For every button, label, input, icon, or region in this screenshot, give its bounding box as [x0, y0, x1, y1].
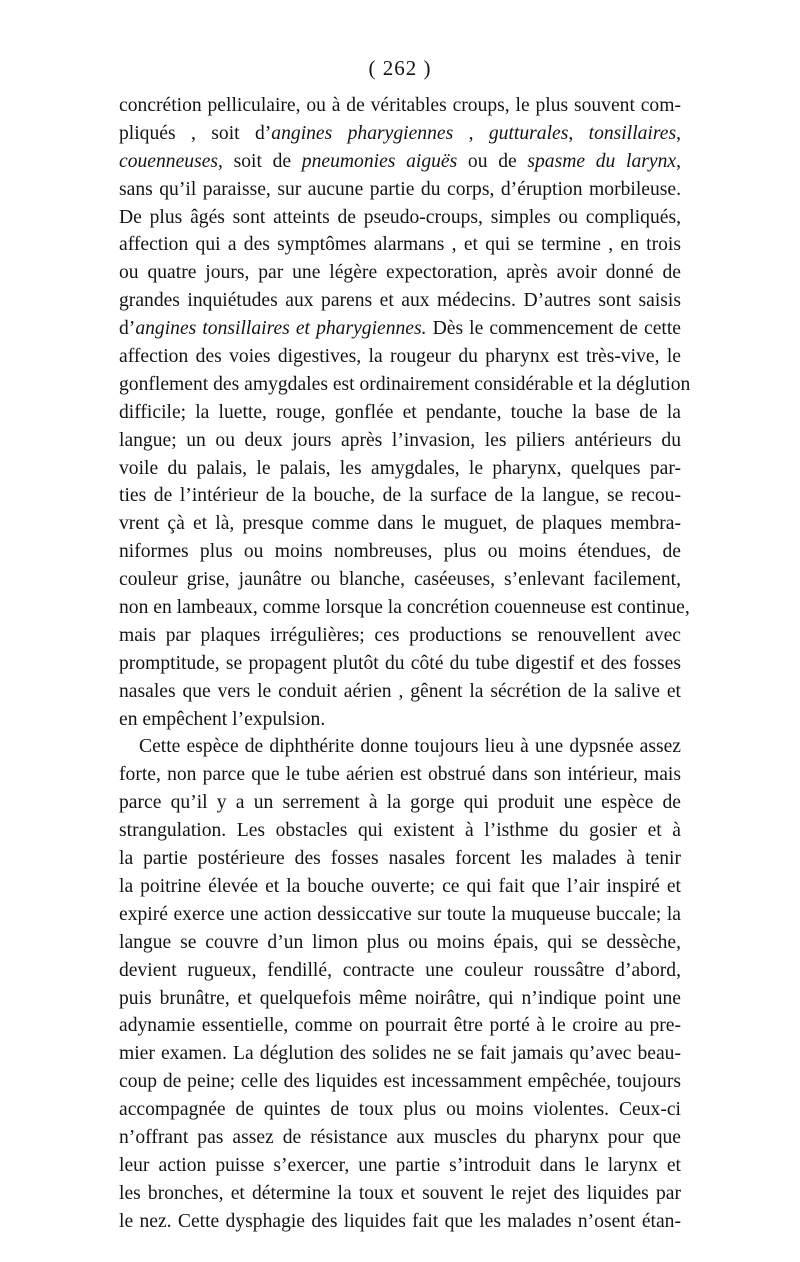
text-line: pliqués , soit d’angines pharygiennes , gutturales, tonsillaires,	[119, 122, 682, 144]
text-line: non en lambeaux, comme lorsque la concrétion couenneuse est continue,	[119, 597, 690, 619]
text-line: parce qu’il y a un serrement à la gorge qui produit une espèce de	[119, 792, 681, 814]
text-line: d’angines tonsillaires et pharygiennes. Dès le commencement de cette	[119, 318, 681, 340]
text-line: gonflement des amygdales est ordinairement considérable et la déglution	[119, 373, 691, 395]
text-line: le nez. Cette dysphagie des liquides fait que les malades n’osent étan-	[119, 1210, 681, 1232]
text-line: n’offrant pas assez de résistance aux muscles du pharynx pour que	[119, 1126, 681, 1148]
text-line: leur action puisse s’exercer, une partie s’introduit dans le larynx et	[119, 1154, 681, 1176]
text-line: devient rugueux, fendillé, contracte une couleur roussâtre d’abord,	[119, 959, 681, 981]
text-line: coup de peine; celle des liquides est incessamment empêchée, toujours	[119, 1071, 681, 1093]
text-line: Cette espèce de diphthérite donne toujours lieu à une dypsnée assez	[139, 736, 681, 758]
text-line: langue se couvre d’un limon plus ou moins épais, qui se dessèche,	[119, 931, 681, 953]
text-line: la poitrine élevée et la bouche ouverte; ce qui fait que l’air inspiré et	[119, 875, 681, 897]
text-line: sans qu’il paraisse, sur aucune partie du corps, d’éruption morbileuse.	[119, 178, 681, 200]
text-line: en empêchent l’expulsion.	[119, 708, 326, 730]
text-line: vrent çà et là, presque comme dans le muguet, de plaques membra-	[119, 513, 681, 535]
text-line: concrétion pelliculaire, ou à de véritables croups, le plus souvent com-	[119, 95, 681, 116]
text-line: voile du palais, le palais, les amygdales, le pharynx, quelques par-	[119, 457, 681, 479]
text-line: De plus âgés sont atteints de pseudo-croups, simples ou compliqués,	[119, 206, 681, 228]
text-line: accompagnée de quintes de toux plus ou moins violentes. Ceux-ci	[119, 1099, 681, 1121]
text-line: couleur grise, jaunâtre ou blanche, caséeuses, s’enlevant facilement,	[119, 569, 681, 591]
text-line: les bronches, et détermine la toux et souvent le rejet des liquides par	[119, 1182, 681, 1204]
text-line: nasales que vers le conduit aérien , gênent la sécrétion de la salive et	[119, 680, 681, 702]
text-line: expiré exerce une action dessiccative sur toute la muqueuse buccale; la	[119, 903, 681, 925]
text-line: couenneuses, soit de pneumonies aiguës ou de spasme du larynx,	[119, 150, 681, 172]
page-number: ( 262 )	[368, 56, 432, 80]
body-text	[119, 92, 691, 1236]
text-line: langue; un ou deux jours après l’invasion, les piliers antérieurs du	[119, 429, 681, 451]
text-line: ou quatre jours, par une légère expectoration, après avoir donné de	[119, 262, 681, 284]
text-line: affection qui a des symptômes alarmans , et qui se termine , en trois	[119, 234, 681, 256]
text-line: affection des voies digestives, la rougeur du pharynx est très-vive, le	[119, 346, 681, 368]
text-line: difficile; la luette, rouge, gonflée et pendante, touche la base de la	[119, 401, 681, 423]
text-line: niformes plus ou moins nombreuses, plus ou moins étendues, de	[119, 541, 681, 563]
text-line: ties de l’intérieur de la bouche, de la surface de la langue, se recou-	[119, 485, 681, 507]
text-line: promptitude, se propagent plutôt du côté du tube digestif et des fosses	[119, 652, 681, 674]
text-line: strangulation. Les obstacles qui existent à l’isthme du gosier et à	[119, 820, 681, 842]
text-line: mier examen. La déglution des solides ne se fait jamais qu’avec beau-	[119, 1043, 681, 1065]
text-line: mais par plaques irrégulières; ces productions se renouvellent avec	[119, 624, 681, 646]
text-line: puis brunâtre, et quelquefois même noirâtre, qui n’indique point une	[119, 987, 681, 1009]
text-line: adynamie essentielle, comme on pourrait être porté à le croire au pre-	[119, 1015, 681, 1037]
text-line: grandes inquiétudes aux parens et aux médecins. D’autres sont saisis	[119, 290, 681, 312]
text-line: forte, non parce que le tube aérien est obstrué dans son intérieur, mais	[119, 764, 681, 786]
text-line: la partie postérieure des fosses nasales forcent les malades à tenir	[119, 848, 681, 870]
